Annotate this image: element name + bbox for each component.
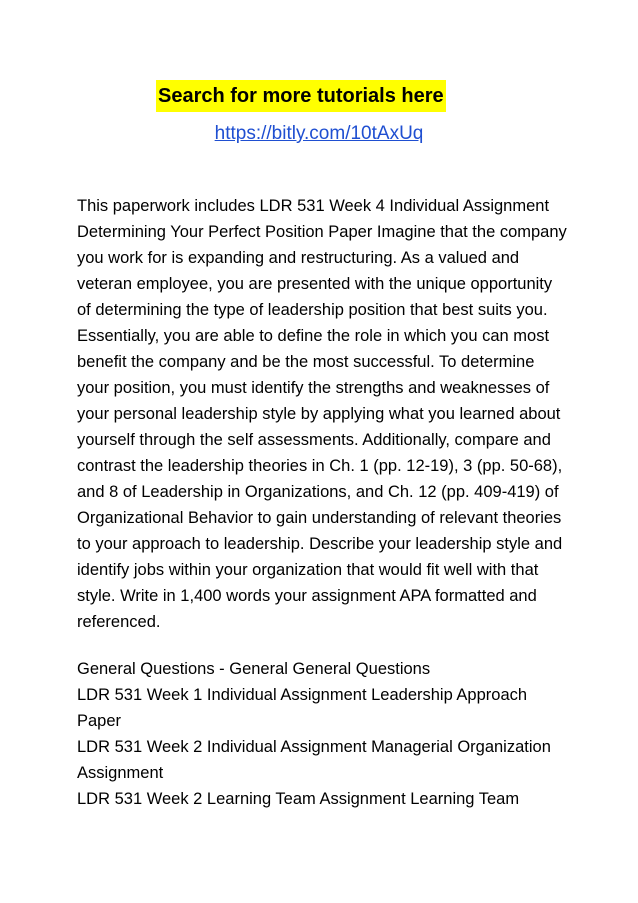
list-item: LDR 531 Week 2 Learning Team Assignment Learning Team (77, 790, 520, 808)
tutorials-link-row (0, 121, 638, 147)
document-body (77, 193, 567, 812)
tutorials-heading: Search for more tutorials here (156, 80, 446, 112)
assignment-description: This paperwork includes LDR 531 Week 4 Individual Assignment Determining Your Perfect Position Paper Imagine that the company you work for is expanding and restructuring. As a valued and veteran employee, you are presented with the unique opportunity of determining the type of leadership position that best suits you. Essentially, you are able to define the role in which you can most benefit the company and be the most successful. To determine your position, you must identify the strengths and weaknesses of your personal leadership style by applying what you learned about yourself through the self assessments. Additionally, compare and contrast the leadership theories in Ch. 1 (pp. 12-19), 3 (pp. 50-68), and 8 of Leadership in Organizations, and Ch. 12 (pp. 409-419) of Organizational Behavior to gain understanding of relevant theories to your approach to leadership. Describe your leadership style and identify jobs within your organization that would fit well with that style. Write in 1,400 words your assignment APA formatted and referenced. (77, 197, 567, 631)
list-item: LDR 531 Week 2 Individual Assignment Managerial Organization Assignment (77, 738, 551, 782)
list-item: LDR 531 Week 1 Individual Assignment Leadership Approach Paper (77, 686, 528, 730)
list-item: General Questions - General General Questions (77, 660, 431, 678)
tutorials-link[interactable]: https://bitly.com/10tAxUq (214, 123, 424, 144)
